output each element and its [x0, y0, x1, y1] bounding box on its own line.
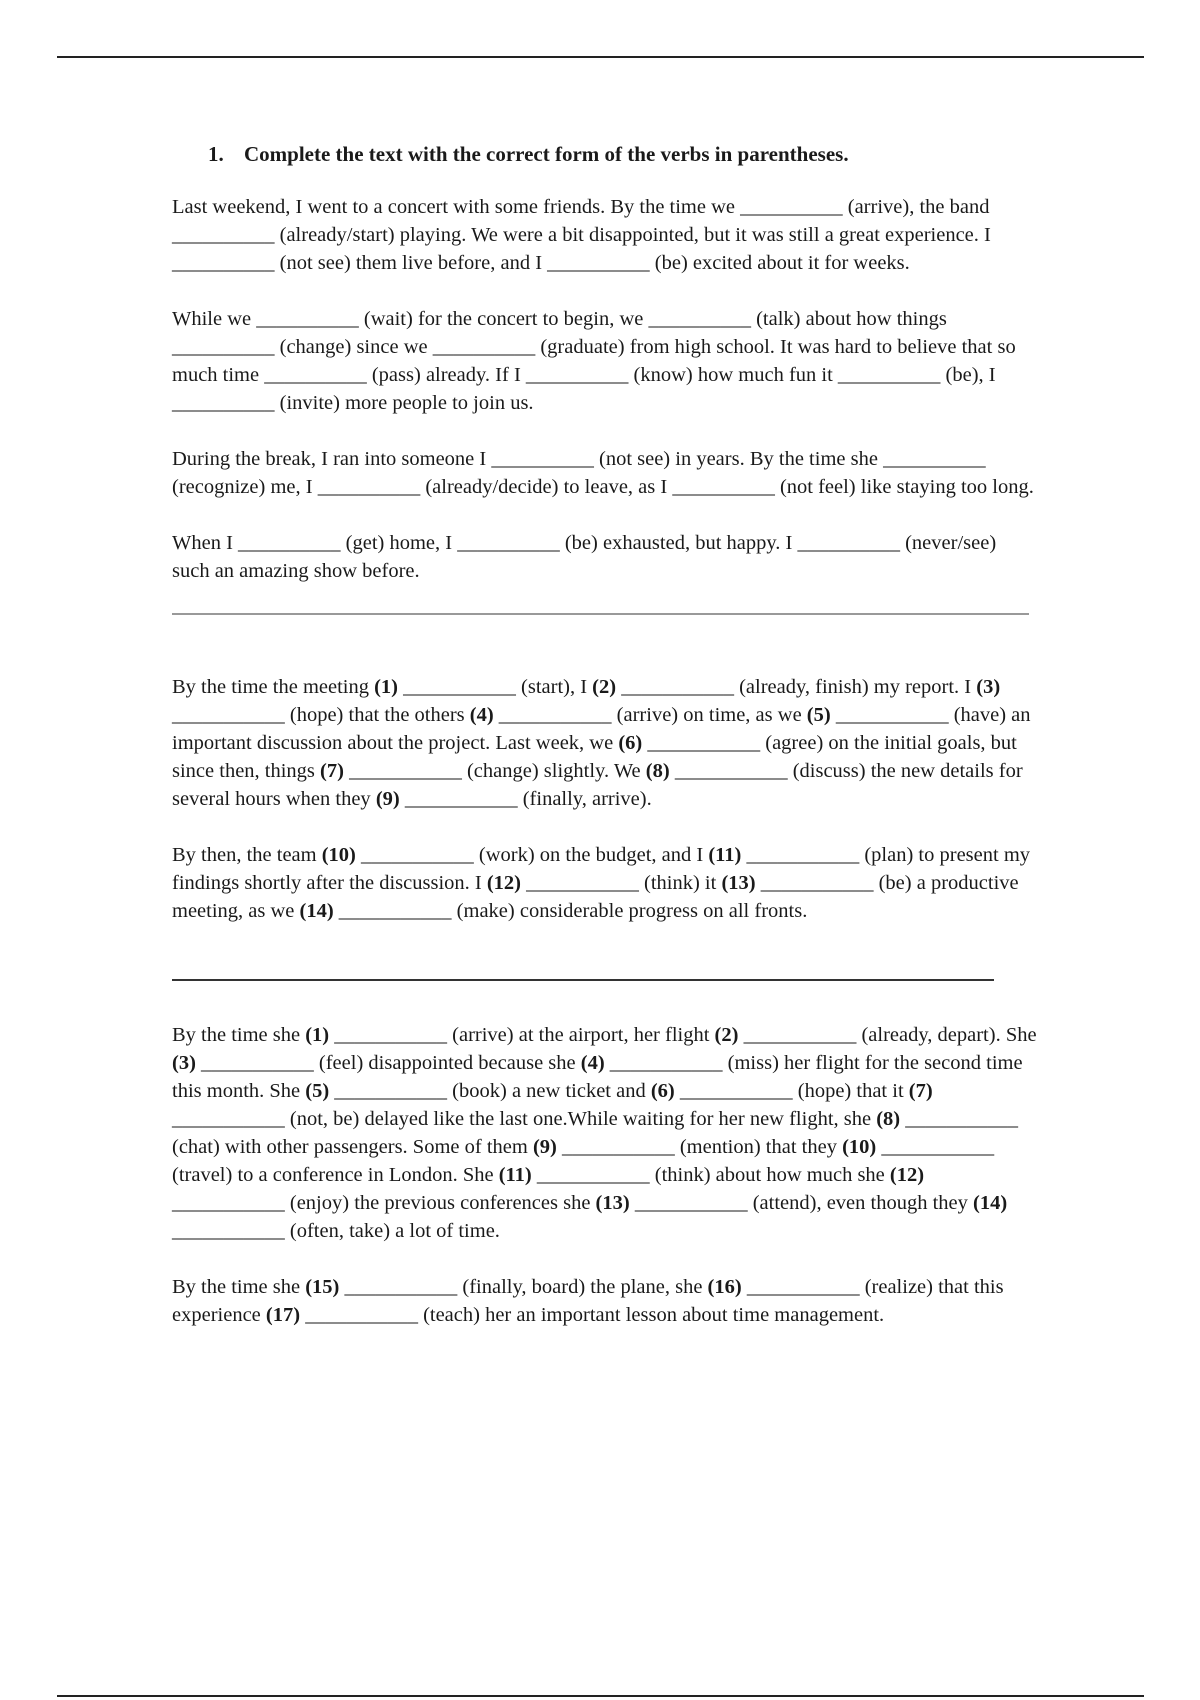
item-number: (10)	[321, 844, 356, 866]
section2-paragraph-1	[172, 673, 1037, 813]
text-segment: ___________ (work) on the budget, and I	[355, 844, 709, 866]
text-segment: ___________ (mention) that they	[556, 1136, 843, 1158]
text-segment: ___________ (discuss) the new details for several hours when they	[172, 760, 1023, 810]
item-number: (8)	[876, 1108, 901, 1130]
item-number: (11)	[708, 844, 742, 866]
item-number: (16)	[707, 1276, 742, 1298]
item-number: (1)	[374, 676, 399, 698]
section1-paragraph-4: When I __________ (get) home, I __________ (be) exhausted, but happy. I __________ (never/see) such an amazing show before.	[172, 532, 997, 582]
text-segment: ___________ (finally, board) the plane, she	[339, 1276, 708, 1298]
text-segment: ___________ (make) considerable progress on all fronts.	[333, 900, 808, 922]
item-number: (14)	[299, 900, 334, 922]
item-number: (3)	[976, 676, 1001, 698]
item-number: (13)	[721, 872, 756, 894]
text-segment: By the time the meeting	[172, 676, 375, 698]
text-segment: ___________ (often, take) a lot of time.	[172, 1220, 500, 1242]
text-segment: ___________ (chat) with other passengers. Some of them	[172, 1108, 1018, 1158]
exercise-title: Complete the text with the correct form of the verbs in parentheses.	[244, 142, 849, 166]
item-number: (7)	[320, 760, 344, 782]
item-number: (3)	[172, 1052, 196, 1074]
item-number: (15)	[305, 1276, 340, 1298]
text-segment: By then, the team	[172, 844, 322, 866]
text-segment: ___________ (already, depart). She	[738, 1024, 1037, 1046]
item-number: (5)	[806, 704, 831, 726]
text-segment: ___________ (start), I	[398, 676, 593, 698]
section-divider	[172, 613, 1029, 615]
item-number: (14)	[973, 1192, 1008, 1214]
text-segment: ___________ (be) a productive meeting, as we	[172, 872, 1019, 922]
worksheet	[172, 142, 1037, 1329]
text-segment: ___________ (book) a new ticket and	[329, 1080, 651, 1102]
item-number: (4)	[469, 704, 494, 726]
section1-paragraph-1: Last weekend, I went to a concert with some friends. By the time we __________ (arrive), the band __________ (already/start) playing. We were a bit disappointed, but it was still a great experience. I __________ (not see) them live before, and I __________ (be) excited about it for weeks.	[172, 196, 991, 274]
text-segment: ___________ (travel) to a conference in London. She	[172, 1136, 995, 1186]
text-segment: ___________ (realize) that this experience	[172, 1276, 1004, 1326]
text-segment: ___________ (think) about how much she	[531, 1164, 890, 1186]
text-segment: ___________ (already, finish) my report. I	[616, 676, 977, 698]
section3-paragraph-2	[172, 1273, 1037, 1329]
section3-paragraph-1	[172, 1021, 1037, 1245]
section1-paragraph-3: During the break, I ran into someone I __________ (not see) in years. By the time she __________ (recognize) me, I __________ (already/decide) to leave, as I __________ (not feel) like staying too long.	[172, 448, 1034, 498]
item-number: (4)	[580, 1052, 605, 1074]
item-number: (12)	[486, 872, 522, 894]
text-segment: ___________ (not, be) delayed like the last one.While waiting for her new flight, she	[172, 1108, 877, 1130]
answer-line	[172, 979, 994, 981]
text-segment: ___________ (plan) to present my findings shortly after the discussion. I	[172, 844, 1031, 894]
text-segment: ___________ (agree) on the initial goals, but since then, things	[172, 732, 1017, 782]
item-number: (8)	[645, 760, 670, 782]
text-segment: ___________ (finally, arrive).	[399, 788, 652, 810]
text-segment: ___________ (teach) her an important lesson about time management.	[300, 1304, 885, 1326]
item-number: (17)	[265, 1304, 301, 1326]
text-segment: ___________ (hope) that the others	[172, 704, 470, 726]
text-segment: ___________ (attend), even though they	[629, 1192, 974, 1214]
item-number: (12)	[889, 1164, 925, 1186]
text-segment: ___________ (arrive) on time, as we	[493, 704, 807, 726]
item-number: (7)	[908, 1080, 933, 1102]
text-segment: ___________ (change) slightly. We	[343, 760, 646, 782]
text-segment: ___________ (arrive) at the airport, her flight	[329, 1024, 715, 1046]
text-segment: By the time she	[172, 1024, 306, 1046]
item-number: (10)	[842, 1136, 877, 1158]
item-number: (5)	[305, 1080, 330, 1102]
item-number: (6)	[618, 732, 643, 754]
text-segment: ___________ (hope) that it	[674, 1080, 909, 1102]
text-segment: ___________ (miss) her flight for the second time this month. She	[172, 1052, 1023, 1102]
exercise-heading	[208, 142, 1037, 167]
item-number: (6)	[650, 1080, 675, 1102]
text-segment: ___________ (have) an important discussion about the project. Last week, we	[172, 704, 1031, 754]
exercise-number: 1.	[208, 142, 224, 166]
text-segment: ___________ (think) it	[521, 872, 722, 894]
text-segment: ___________ (enjoy) the previous conferences she	[172, 1192, 596, 1214]
top-rule	[57, 56, 1144, 58]
item-number: (9)	[375, 788, 400, 810]
text-segment: By the time she	[172, 1276, 306, 1298]
item-number: (2)	[714, 1024, 739, 1046]
section1-paragraph-2: While we __________ (wait) for the concert to begin, we __________ (talk) about how things __________ (change) since we __________ (graduate) from high school. It was hard to believe that so much time __________ (pass) already. If I __________ (know) how much fun it __________ (be), I __________ (invite) more people to join us.	[172, 308, 1016, 414]
section2-paragraph-2	[172, 841, 1037, 925]
item-number: (11)	[498, 1164, 532, 1186]
item-number: (1)	[305, 1024, 330, 1046]
item-number: (9)	[532, 1136, 557, 1158]
item-number: (2)	[592, 676, 617, 698]
bottom-rule	[57, 1695, 1144, 1697]
item-number: (13)	[595, 1192, 630, 1214]
text-segment: ___________ (feel) disappointed because she	[195, 1052, 581, 1074]
